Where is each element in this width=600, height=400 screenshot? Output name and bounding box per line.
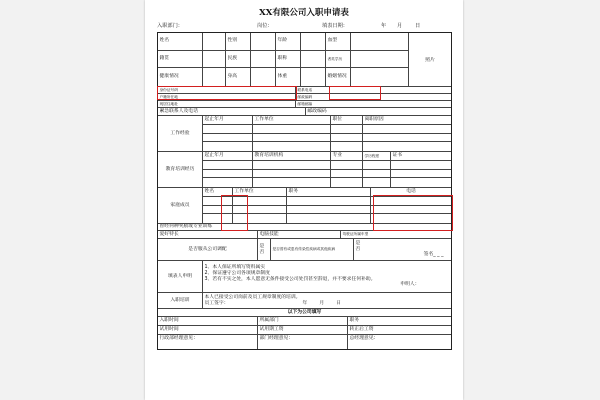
family-row-cell[interactable] <box>371 214 451 223</box>
declaration-signer: 申明人： <box>400 282 420 288</box>
probation-label: 试用时间 <box>158 326 258 334</box>
disease-no[interactable]: 否 <box>355 246 361 252</box>
work-row-cell[interactable] <box>331 125 363 133</box>
family-row-cell[interactable] <box>287 197 371 205</box>
education-label: 者英学历 <box>326 51 351 68</box>
family-row-cell[interactable] <box>287 214 371 223</box>
edu-row-cell[interactable] <box>253 161 331 169</box>
family-row-cell[interactable] <box>233 197 287 205</box>
family-label: 家庭成员 <box>158 188 203 223</box>
blood-field[interactable] <box>351 33 408 50</box>
work-row-cell[interactable] <box>203 125 253 133</box>
hobby-label: 爱好特长 <box>158 231 258 238</box>
work-row-cell[interactable] <box>363 142 451 151</box>
transfer-no[interactable]: 否 <box>259 249 265 255</box>
name-field[interactable] <box>203 33 226 50</box>
edu-row-cell[interactable] <box>253 170 331 178</box>
work-row-cell[interactable] <box>203 134 253 142</box>
origin-label: 籍贯 <box>158 51 203 68</box>
application-form <box>157 32 452 350</box>
family-name-header: 姓名 <box>203 188 233 196</box>
work-position-header: 职位 <box>331 116 363 124</box>
transfer-label: 是否服从公司调配 <box>158 239 258 260</box>
marriage-field[interactable] <box>351 68 408 86</box>
work-row-cell[interactable] <box>253 125 331 133</box>
training-month: 月 <box>319 300 325 306</box>
edu-row-cell[interactable] <box>253 178 331 187</box>
family-row-cell[interactable] <box>233 214 287 223</box>
work-row-cell[interactable] <box>363 134 451 142</box>
transfer-yes[interactable]: 是 <box>259 243 265 249</box>
position-field-label: 职务 <box>349 318 360 324</box>
current-address-label: 现居住地址 <box>158 101 296 107</box>
edu-dates-header: 起止年月 <box>203 152 253 160</box>
health-field[interactable] <box>203 68 226 86</box>
disease-yes[interactable]: 是 <box>355 240 361 246</box>
form-title: XX有限公司入职申请表 <box>259 8 349 18</box>
hukou-label: 户籍所在地 <box>158 94 296 100</box>
emergency-postcode-label: 邮政编码 <box>307 108 327 114</box>
edu-school-header: 教育培训机构 <box>253 152 331 160</box>
dept-field-label: 所属部门 <box>258 317 348 325</box>
family-phone-header: 电话 <box>406 189 416 194</box>
health-label: 健康情况 <box>158 68 203 86</box>
photo-label: 照片 <box>425 58 435 63</box>
height-field[interactable] <box>251 68 276 86</box>
declaration-item-1: 1、本人保证所填写资料属实 <box>204 265 266 270</box>
height-label: 身高 <box>226 68 251 86</box>
id-number-label: 身份证号码 <box>158 87 296 93</box>
basic-info-block <box>158 33 451 87</box>
job-title-field[interactable] <box>301 51 326 68</box>
training-day: 日 <box>336 300 341 306</box>
work-row-cell[interactable] <box>363 125 451 133</box>
education-field[interactable] <box>351 51 408 68</box>
ethnicity-field[interactable] <box>251 51 276 68</box>
declaration-item-3: 3、若有不实之处，本人愿意无条件接受公司处罚甚至辞退，并不要求任何补助。 <box>204 276 376 282</box>
edu-cert-header: 证书 <box>392 153 403 158</box>
work-row-cell[interactable] <box>331 134 363 142</box>
edu-row-cell[interactable] <box>331 170 363 178</box>
date-label: 填表日期： <box>322 23 348 29</box>
edu-row-cell[interactable] <box>391 161 451 169</box>
training-year: 年 <box>302 300 308 306</box>
contact-tel-label: 联系电话 <box>297 87 313 92</box>
postcode-small-label: 邮政编码 <box>297 94 313 99</box>
declaration-item-2: 2、保证遵守公司各项规章制度 <box>204 270 270 276</box>
blood-label: 血型 <box>326 33 351 50</box>
month-label: 月 <box>397 23 403 29</box>
training-sign: 员工签字： <box>204 300 229 306</box>
dept-opinion-label: 部门经理意见： <box>258 335 348 349</box>
work-row-cell[interactable] <box>253 142 331 151</box>
edu-row-cell[interactable] <box>391 178 451 187</box>
form-sheet <box>145 0 463 400</box>
edu-row-cell[interactable] <box>391 170 451 178</box>
edu-row-cell[interactable] <box>203 161 253 169</box>
work-row-cell[interactable] <box>253 134 331 142</box>
age-field[interactable] <box>301 33 326 50</box>
emergency-contact-label: 紧急联系人及电话 <box>158 108 306 115</box>
edu-degree-header: 学历程度 <box>363 152 391 160</box>
work-reason-header: 离职原因 <box>364 117 384 122</box>
work-company-header: 工作单位 <box>253 116 331 124</box>
job-title-label: 职称 <box>276 51 301 68</box>
name-label: 姓名 <box>158 33 203 50</box>
position-label: 岗位： <box>257 23 273 29</box>
age-label: 年龄 <box>276 33 301 50</box>
gender-label: 性别 <box>226 33 251 50</box>
edu-row-cell[interactable] <box>363 170 391 178</box>
regular-salary-label: 转正后工资 <box>349 327 374 333</box>
gender-field[interactable] <box>251 33 276 50</box>
email-small-label: 邮箱邮编 <box>297 101 313 106</box>
gm-opinion-label: 总经理意见： <box>349 336 379 341</box>
training-label: 入职培训 <box>158 293 203 308</box>
education-history-label: 教育培训经历 <box>158 152 203 187</box>
work-experience-label: 工作经验 <box>158 116 203 151</box>
edu-row-cell[interactable] <box>363 178 391 187</box>
entry-date-label: 入职时间 <box>158 317 258 325</box>
ethnicity-label: 民族 <box>226 51 251 68</box>
dept-label: 入职部门： <box>157 23 183 29</box>
family-company-header: 工作单位 <box>233 188 287 196</box>
family-row-cell[interactable] <box>203 214 233 223</box>
license-label: 驾驶证所属车型 <box>342 232 369 237</box>
skills-label: 曾经何种奖励或专业训练 <box>159 224 213 230</box>
family-row-cell[interactable] <box>371 197 451 205</box>
photo-box[interactable] <box>408 33 451 86</box>
disease-question: 是否曾有或患有传染性疾病或其他疾病 <box>271 239 354 260</box>
family-row-cell[interactable] <box>233 206 287 214</box>
disease-sign: 签名_ _ _ <box>423 252 444 258</box>
weight-field[interactable] <box>301 68 326 86</box>
family-row-cell[interactable] <box>287 206 371 214</box>
training-text: 本人已接受公司岗前及员工规章制度的培训。 <box>204 294 301 300</box>
year-label: 年 <box>381 23 387 29</box>
edu-row-cell[interactable] <box>363 161 391 169</box>
work-dates-header: 起止年月 <box>203 116 253 124</box>
edu-row-cell[interactable] <box>331 161 363 169</box>
edu-major-header: 专业 <box>331 152 363 160</box>
edu-row-cell[interactable] <box>331 178 363 187</box>
computer-skill-label: 电脑技能 <box>258 231 341 238</box>
origin-field[interactable] <box>203 51 226 68</box>
edu-row-cell[interactable] <box>203 178 253 187</box>
family-position-header: 职务 <box>287 188 371 196</box>
admin-opinion-label: 行政部经理意见： <box>158 335 258 349</box>
company-section-title: 以下为公司填写 <box>287 309 322 315</box>
family-row-cell[interactable] <box>203 206 233 214</box>
marriage-label: 婚姻情况 <box>326 68 351 86</box>
family-row-cell[interactable] <box>371 206 451 214</box>
work-row-cell[interactable] <box>331 142 363 151</box>
day-label: 日 <box>415 23 421 29</box>
edu-row-cell[interactable] <box>203 170 253 178</box>
probation-salary-label: 试用期工资 <box>258 326 348 334</box>
declaration-label: 填表人申明 <box>158 261 203 292</box>
weight-label: 体重 <box>276 68 301 86</box>
family-row-cell[interactable] <box>203 197 233 205</box>
work-row-cell[interactable] <box>203 142 253 151</box>
